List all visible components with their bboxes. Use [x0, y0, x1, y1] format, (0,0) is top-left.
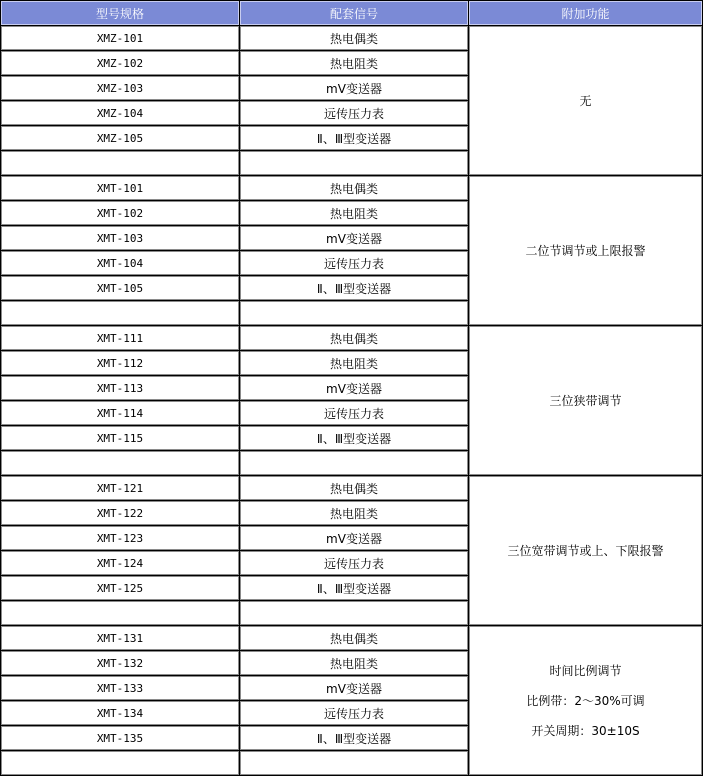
signal-cell: 远传压力表 [240, 401, 468, 425]
empty-cell [1, 751, 239, 775]
empty-cell [1, 601, 239, 625]
model-cell: XMT-124 [1, 551, 239, 575]
signal-cell: Ⅱ、Ⅲ型变送器 [240, 576, 468, 600]
function-cell [469, 176, 702, 325]
function-line: 无 [579, 93, 592, 108]
signal-cell: mV变送器 [240, 676, 468, 700]
signal-cell: mV变送器 [240, 376, 468, 400]
signal-cell: 远传压力表 [240, 701, 468, 725]
function-line: 三位狭带调节 [549, 393, 622, 408]
signal-cell: 热电偶类 [240, 176, 468, 200]
header-row [1, 1, 702, 25]
model-cell: XMT-112 [1, 351, 239, 375]
function-line: 开关周期：30±10S [531, 723, 640, 738]
table-row [1, 26, 702, 50]
signal-cell: 热电阻类 [240, 351, 468, 375]
model-cell: XMT-114 [1, 401, 239, 425]
signal-cell: 热电阻类 [240, 51, 468, 75]
empty-cell [240, 151, 468, 175]
model-cell: XMT-101 [1, 176, 239, 200]
function-cell [469, 26, 702, 175]
signal-cell: mV变送器 [240, 76, 468, 100]
model-cell: XMT-123 [1, 526, 239, 550]
model-cell: XMT-104 [1, 251, 239, 275]
model-cell: XMT-115 [1, 426, 239, 450]
function-cell [469, 626, 702, 775]
signal-cell: 远传压力表 [240, 551, 468, 575]
model-cell: XMZ-104 [1, 101, 239, 125]
signal-cell: 热电偶类 [240, 626, 468, 650]
table-body [1, 26, 702, 775]
function-line: 三位宽带调节或上、下限报警 [507, 543, 664, 558]
model-cell: XMT-125 [1, 576, 239, 600]
table-row [1, 626, 702, 650]
signal-cell: 热电偶类 [240, 326, 468, 350]
model-cell: XMT-121 [1, 476, 239, 500]
signal-cell: 远传压力表 [240, 251, 468, 275]
model-cell: XMT-102 [1, 201, 239, 225]
function-cell [469, 326, 702, 475]
header-function: 附加功能 [469, 1, 702, 25]
empty-cell [1, 151, 239, 175]
model-cell: XMT-113 [1, 376, 239, 400]
signal-cell: 热电偶类 [240, 26, 468, 50]
signal-cell: 热电阻类 [240, 201, 468, 225]
signal-cell: 热电偶类 [240, 476, 468, 500]
model-cell: XMZ-105 [1, 126, 239, 150]
function-line: 时间比例调节 [549, 663, 622, 678]
table-row [1, 176, 702, 200]
model-cell: XMZ-103 [1, 76, 239, 100]
signal-cell: mV变送器 [240, 226, 468, 250]
empty-cell [240, 601, 468, 625]
table-row [1, 326, 702, 350]
signal-cell: 热电阻类 [240, 651, 468, 675]
model-cell: XMT-105 [1, 276, 239, 300]
signal-cell: 远传压力表 [240, 101, 468, 125]
function-cell [469, 476, 702, 625]
table-row [1, 476, 702, 500]
function-line: 二位节调节或上限报警 [525, 243, 646, 258]
signal-cell: mV变送器 [240, 526, 468, 550]
model-cell: XMT-133 [1, 676, 239, 700]
model-cell: XMT-131 [1, 626, 239, 650]
signal-cell: Ⅱ、Ⅲ型变送器 [240, 726, 468, 750]
model-cell: XMZ-102 [1, 51, 239, 75]
model-cell: XMT-122 [1, 501, 239, 525]
header-signal: 配套信号 [240, 1, 468, 25]
empty-cell [240, 301, 468, 325]
model-cell: XMZ-101 [1, 26, 239, 50]
empty-cell [240, 451, 468, 475]
signal-cell: Ⅱ、Ⅲ型变送器 [240, 426, 468, 450]
model-cell: XMT-132 [1, 651, 239, 675]
empty-cell [1, 451, 239, 475]
model-cell: XMT-135 [1, 726, 239, 750]
empty-cell [1, 301, 239, 325]
signal-cell: 热电阻类 [240, 501, 468, 525]
model-cell: XMT-111 [1, 326, 239, 350]
model-cell: XMT-134 [1, 701, 239, 725]
header-model: 型号规格 [1, 1, 239, 25]
signal-cell: Ⅱ、Ⅲ型变送器 [240, 126, 468, 150]
model-cell: XMT-103 [1, 226, 239, 250]
empty-cell [240, 751, 468, 775]
signal-cell: Ⅱ、Ⅲ型变送器 [240, 276, 468, 300]
function-line: 比例带：2～30%可调 [526, 693, 645, 708]
